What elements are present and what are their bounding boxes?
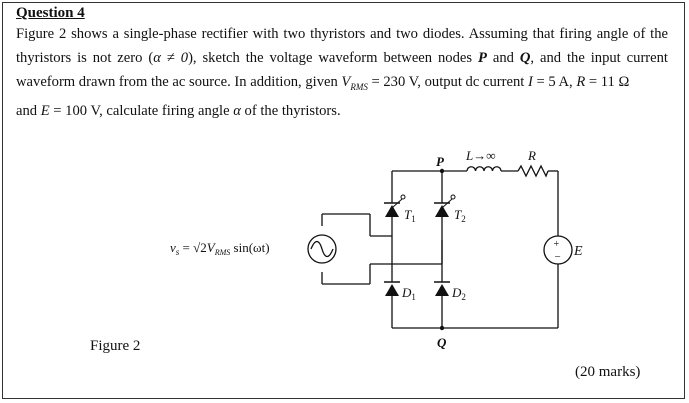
resistor-label: R — [528, 148, 536, 163]
node-dot-q — [440, 326, 444, 330]
marks-label: (20 marks) — [575, 364, 641, 380]
emf-plus-sign: + — [553, 239, 560, 250]
node-p-label: P — [436, 154, 444, 169]
t1-label: $T_1$ — [404, 207, 416, 224]
dc-source-e-icon — [544, 236, 572, 264]
ac-source-icon — [308, 235, 336, 263]
emf-minus-sign: − — [554, 251, 561, 263]
node-q-label: Q — [437, 335, 447, 350]
inductor-label: L→∞ — [466, 148, 496, 163]
circuit-wires — [322, 171, 558, 328]
t2-label: $T_2$ — [454, 207, 466, 224]
resistor-icon — [518, 166, 548, 176]
source-equation: $v_s = √2V_{RMS}$ sin(ωt) — [170, 240, 270, 257]
diode-d2-icon — [434, 282, 450, 296]
d1-label: $D_1$ — [402, 285, 416, 302]
inductor-icon — [467, 167, 501, 171]
node-dot-p — [440, 169, 444, 173]
emf-label: E — [574, 244, 583, 259]
thyristor-t1-icon — [384, 195, 405, 217]
question-heading: Question 4 — [16, 5, 85, 21]
figure-caption: Figure 2 — [90, 338, 141, 354]
diode-d1-icon — [384, 282, 400, 296]
thyristor-t2-icon — [434, 195, 455, 217]
question-text: Figure 2 shows a single-phase rectifier with two thyristors and two diodes. Assuming that firing angle of the thyristors is not zero (α ≠ 0), sketch the voltage waveform between nodes P and Q, and the input current waveform drawn from the ac source. In addition, given $V_{RMS} = 230$ V, output dc current I = 5 A, R = 11 Ω and E = 100 V, calculate firing angle α of the thyristors. — [16, 26, 668, 119]
d2-label: $D_2$ — [452, 285, 466, 302]
